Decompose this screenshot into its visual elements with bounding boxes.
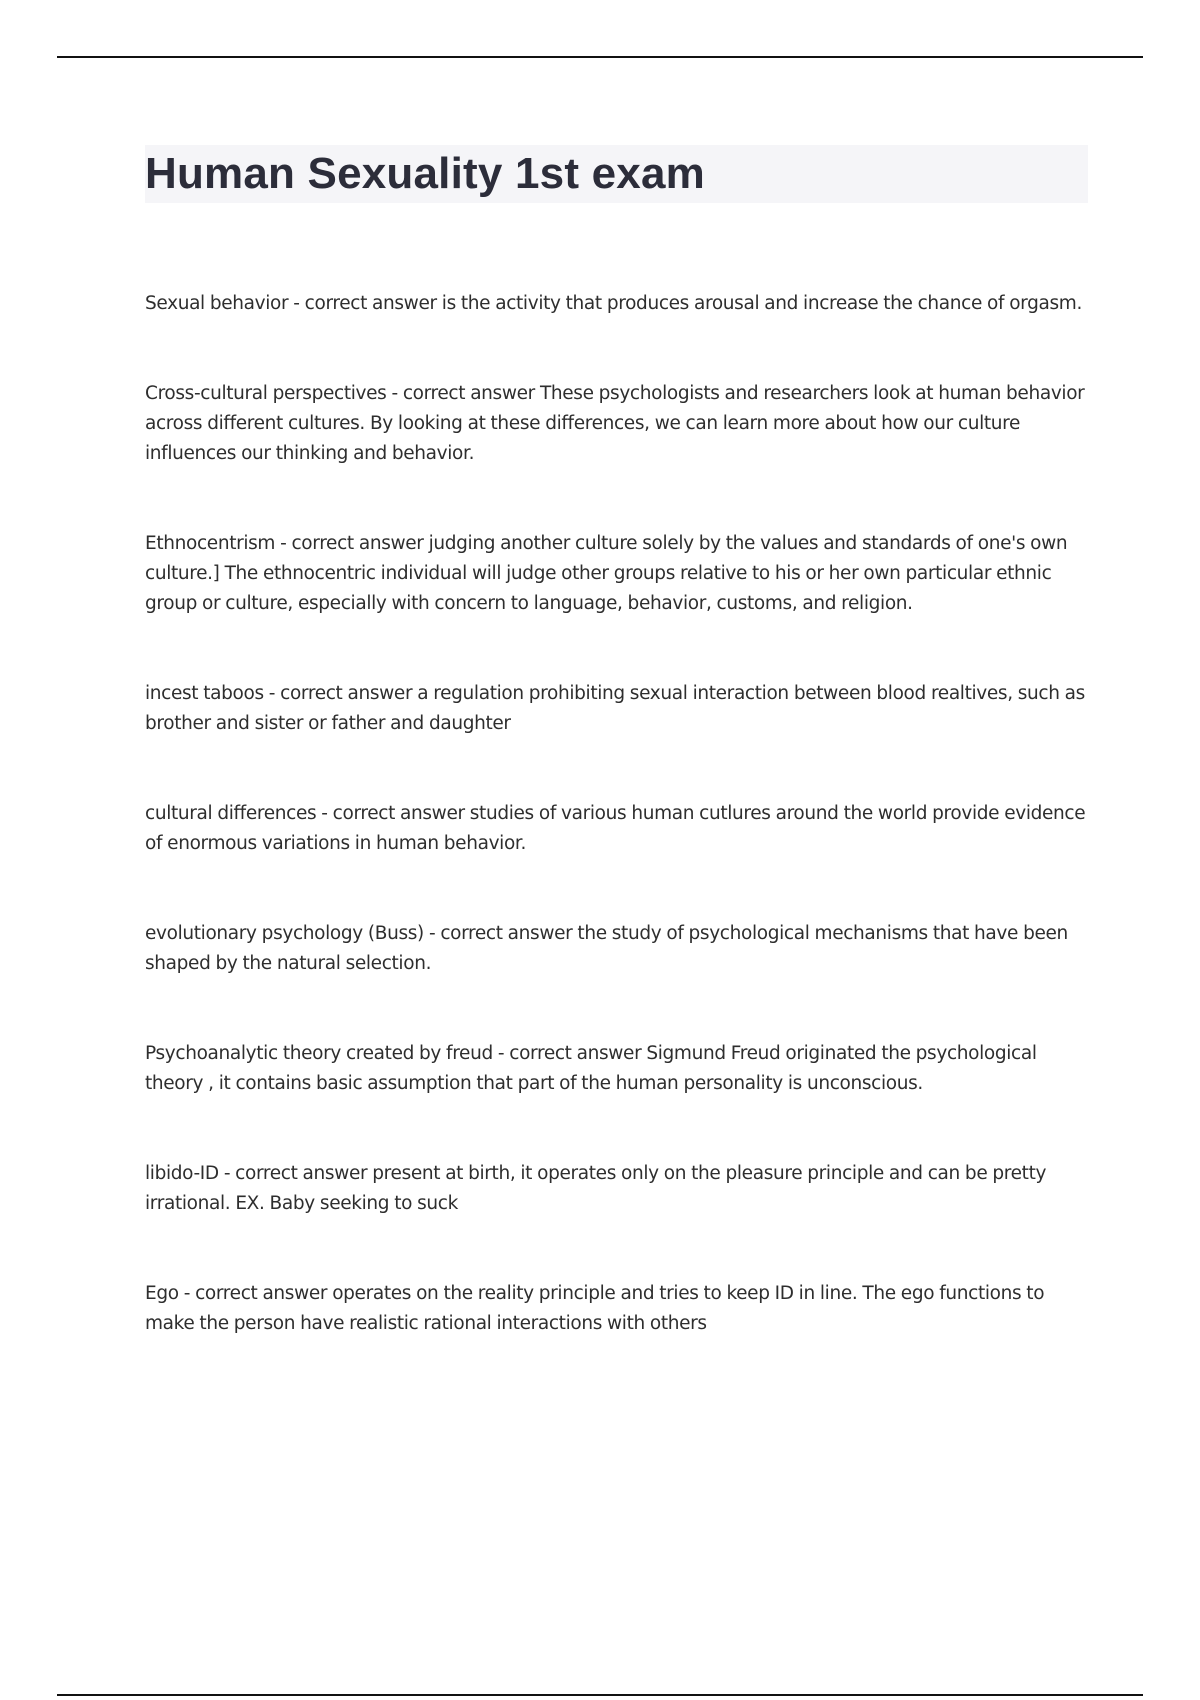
document-page xyxy=(145,145,1088,1399)
title-band xyxy=(145,145,1088,203)
flashcard-list xyxy=(145,289,1088,1339)
flashcard-entry-libido-id: libido-ID - correct answer present at birth, it operates only on the pleasure principle and can be pretty irrational. EX. Baby seeking to suck xyxy=(145,1163,1047,1214)
flashcard-entry-cultural-differences: cultural differences - correct answer studies of various human cutlures around the world provide evidence of enormous variations in human behavior. xyxy=(145,803,1086,854)
footer-rule xyxy=(57,1694,1143,1696)
page-title: Human Sexuality 1st exam xyxy=(145,149,705,198)
flashcard-entry-incest-taboos: incest taboos - correct answer a regulation prohibiting sexual interaction between blood realtives, such as brother and sister or father and daughter xyxy=(145,683,1085,734)
header-rule xyxy=(57,56,1143,58)
flashcard-entry-ethnocentrism: Ethnocentrism - correct answer judging another culture solely by the values and standards of one's own culture.] The ethnocentric individual will judge other groups relative to his or her own particular ethnic group or culture, especially with concern to language, behavior, customs, and religion. xyxy=(145,533,1068,614)
flashcard-entry-psychoanalytic-theory: Psychoanalytic theory created by freud - correct answer Sigmund Freud originated the psychological theory , it contains basic assumption that part of the human personality is unconscious. xyxy=(145,1043,1037,1094)
flashcard-entry-ego: Ego - correct answer operates on the reality principle and tries to keep ID in line. The ego functions to make the person have realistic rational interactions with others xyxy=(145,1283,1045,1334)
flashcard-entry-sexual-behavior: Sexual behavior - correct answer is the activity that produces arousal and increase the chance of orgasm. xyxy=(145,293,1082,314)
flashcard-entry-evolutionary-psychology: evolutionary psychology (Buss) - correct answer the study of psychological mechanisms that have been shaped by the natural selection. xyxy=(145,923,1068,974)
flashcard-entry-cross-cultural-perspectives: Cross-cultural perspectives - correct answer These psychologists and researchers look at human behavior across different cultures. By looking at these differences, we can learn more about how our culture influences our thinking and behavior. xyxy=(145,383,1085,464)
